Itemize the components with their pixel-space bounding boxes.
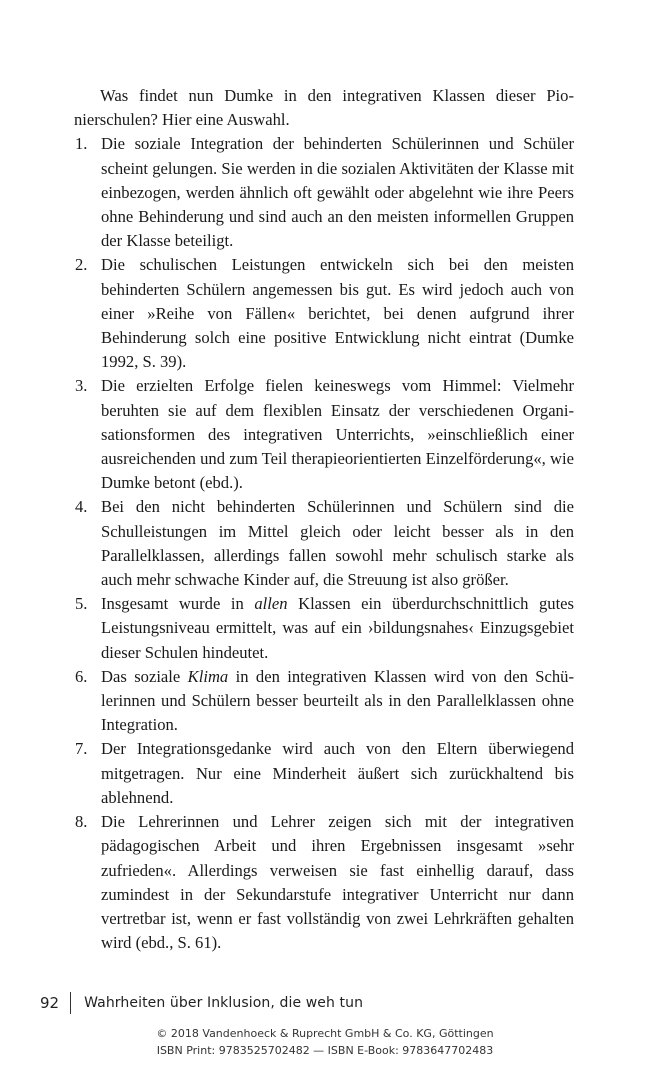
copyright-line: © 2018 Vandenhoeck & Ruprecht GmbH & Co. KG, Göttingen bbox=[156, 1027, 494, 1040]
list-item-number: 2. bbox=[75, 255, 88, 275]
running-title: Wahrheiten über Inklusion, die weh tun bbox=[84, 995, 364, 1011]
list-item-number: 5. bbox=[75, 594, 88, 614]
emphasis-text: Klima bbox=[187, 666, 229, 686]
list-item bbox=[74, 810, 574, 955]
list-item-text bbox=[101, 812, 574, 952]
text-run: Bei den nicht behinderten Schülerinnen und Schülern sind die Schulleistungen im Mittel gleich oder leicht besser als in den Parallelklassen, allerdings fallen sowohl mehr schulisch starke als auch mehr schwache Kinder auf, die Streuung ist also größer. bbox=[101, 497, 574, 590]
list-item bbox=[74, 665, 574, 738]
list-item-text bbox=[101, 594, 574, 661]
emphasis-text: allen bbox=[254, 594, 288, 614]
list-item bbox=[74, 132, 574, 253]
text-run: Die schulischen Leistungen entwickeln sich bei den meisten behinderten Schülern angemessen bis gut. Es wird jedoch auch von einer »Reihe von Fällen« berichtet, bei denen aufgrund ihrer Behinderung solch eine positive Entwicklung nicht eintrat (Dumke 1992, S. 39). bbox=[101, 255, 574, 372]
list-item-number: 7. bbox=[75, 739, 88, 759]
list-item-text bbox=[101, 376, 574, 492]
page-footer bbox=[40, 992, 363, 1014]
list-item bbox=[74, 592, 574, 665]
text-run: Klassen ein überdurchschnittlich gutes Leistungsniveau ermittelt, was auf ein ›bildungsnahes‹ Einzugsgebiet dieser Schulen hindeutet. bbox=[101, 594, 574, 662]
text-run: Die soziale Integration der behinderten Schülerinnen und Schüler scheint gelungen. Sie werden in die sozialen Aktivitäten der Klasse mit einbezogen, werden ähnlich oft gewählt oder abgelehnt wie ihre Peers ohne Behinderung und sind auch an den meisten informellen Gruppen der Klasse beteiligt. bbox=[101, 134, 574, 251]
list-item bbox=[74, 495, 574, 592]
text-run: Die Lehrerinnen und Lehrer zeigen sich mit der integrativen pädagogischen Arbeit und ihren Ergebnissen insgesamt »sehr zufrieden«. Allerdings verweisen sie fast einhellig darauf, dass zumindest in der Sekundarstufe integrativer Unterricht nur dann vertretbar ist, wenn er fast vollständig von zwei Lehrkräften gehalten wird (ebd., S. 61). bbox=[101, 812, 574, 953]
text-run: in den integrativen Klassen wird von den Schülerinnen und Schülern besser beurteilt als in den Parallelklassen ohne Integration. bbox=[101, 666, 574, 735]
page-number: 92 bbox=[40, 994, 60, 1012]
list-item bbox=[74, 737, 574, 810]
list-item-text bbox=[101, 134, 574, 250]
list-item-text bbox=[101, 667, 574, 734]
numbered-list bbox=[74, 132, 574, 955]
list-item-number: 3. bbox=[75, 376, 88, 396]
list-item-text bbox=[101, 255, 574, 371]
text-run: Der Integrationsgedanke wird auch von den Eltern überwiegend mitgetragen. Nur eine Minderheit äußert sich zurückhaltend bis ablehnend. bbox=[101, 739, 574, 807]
list-item-number: 1. bbox=[75, 134, 88, 154]
text-run: Das soziale bbox=[101, 666, 188, 686]
isbn-line: ISBN Print: 9783525702482 — ISBN E-Book: 9783647702483 bbox=[156, 1044, 494, 1057]
main-text bbox=[74, 84, 574, 955]
text-run: Die erzielten Erfolge fielen keineswegs vom Himmel: Vielmehr beruhten sie auf dem flexiblen Einsatz der verschiedenen Organisationsformen des integrativen Unterrichts, »einschließlich einer ausreichenden und zum Teil therapieorientierten Einzelförderung«, wie Dumke betont (ebd.). bbox=[101, 376, 574, 493]
list-item bbox=[74, 374, 574, 495]
text-run: Insgesamt wurde in bbox=[101, 594, 255, 614]
list-item-number: 4. bbox=[75, 497, 88, 517]
footer-divider bbox=[70, 992, 71, 1014]
list-item-number: 8. bbox=[75, 812, 88, 832]
list-item-number: 6. bbox=[75, 666, 88, 686]
list-item bbox=[74, 253, 574, 374]
list-item-text bbox=[101, 497, 574, 589]
list-item-text bbox=[101, 739, 574, 806]
intro-paragraph: Was findet nun Dumke in den integrativen Klassen dieser Pionierschulen? Hier eine Auswahl. bbox=[74, 86, 574, 130]
